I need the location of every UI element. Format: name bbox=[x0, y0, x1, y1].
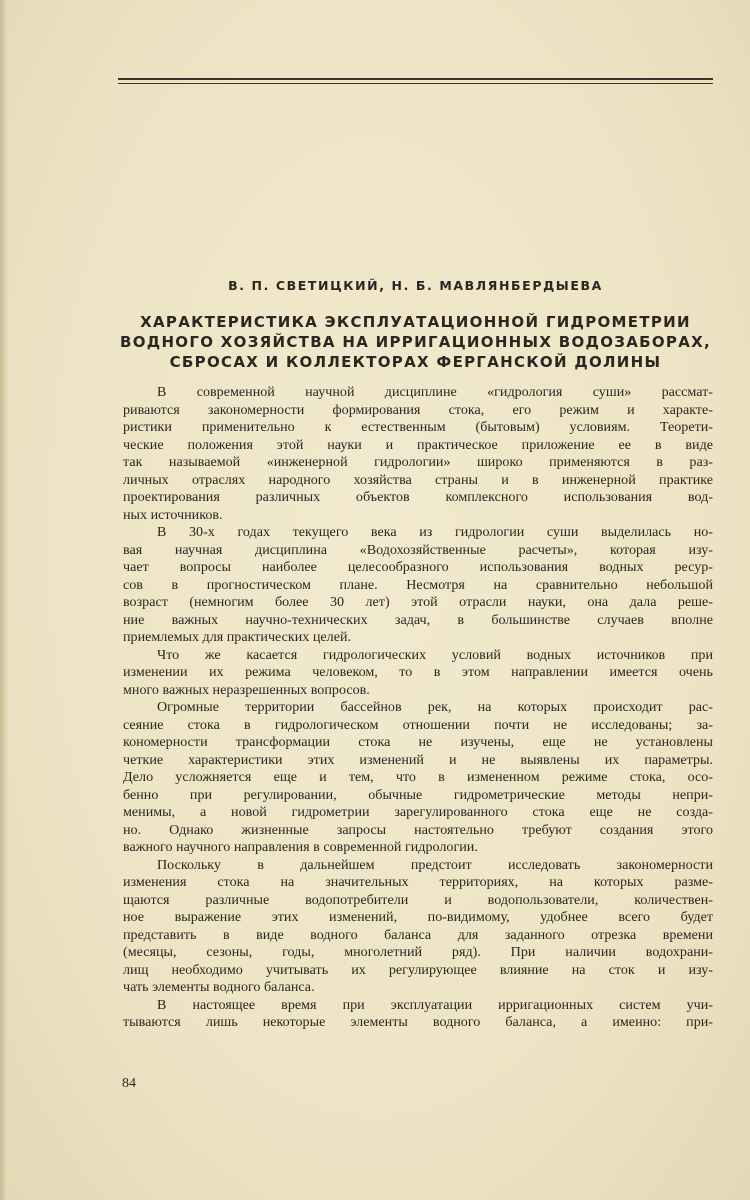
body-line: изменении их режима человеком, то в этом направлении имеется очень bbox=[123, 664, 713, 680]
page-edge-shadow bbox=[0, 0, 8, 1200]
body-line: изменения стока на значительных территориях, на которых разме- bbox=[123, 874, 713, 890]
body-line: так называемой «инженерной гидрологии» широко применяются в раз- bbox=[123, 454, 713, 470]
body-line: ние важных научно-технических задач, в большинстве случаев вполне bbox=[123, 611, 713, 628]
body-line: ных источников. bbox=[123, 506, 223, 523]
body-line: кономерности трансформации стока не изучены, еще не установлены bbox=[123, 734, 713, 750]
title-line: ХАРАКТЕРИСТИКА ЭКСПЛУАТАЦИОННОЙ ГИДРОМЕТРИИ bbox=[140, 313, 691, 331]
body-line: В настоящее время при эксплуатации ирригационных систем учи- bbox=[157, 996, 713, 1013]
body-line: Дело усложняется еще и тем, что в измененном режиме стока, осо- bbox=[123, 769, 713, 785]
article-title bbox=[118, 312, 713, 372]
body-line: тываются лишь некоторые элементы водного баланса, а именно: при- bbox=[123, 1014, 713, 1030]
body-line: В современной научной дисциплине «гидрология суши» рассмат- bbox=[157, 384, 713, 400]
body-line: Поскольку в дальнейшем предстоит исследовать закономерности bbox=[157, 856, 713, 873]
body-line: чает вопросы наиболее целесообразного использования водных ресур- bbox=[123, 559, 713, 575]
header-rule-thick bbox=[118, 78, 713, 80]
body-line: Огромные территории бассейнов рек, на которых происходит рас- bbox=[157, 699, 713, 715]
body-line: ное выражение этих изменений, по-видимому, удобнее всего будет bbox=[123, 909, 713, 925]
body-line: Что же касается гидрологических условий водных источников при bbox=[157, 646, 713, 663]
article-authors: В. П. СВЕТИЦКИЙ, Н. Б. МАВЛЯНБЕРДЫЕВА bbox=[228, 278, 603, 293]
body-line: приемлемых для практических целей. bbox=[123, 629, 352, 645]
body-line: вая научная дисциплина «Водохозяйственные расчеты», которая изу- bbox=[123, 541, 713, 558]
body-line: чать элементы водного баланса. bbox=[123, 979, 315, 995]
body-line: (месяцы, сезоны, годы, многолетний ряд). При наличии водохрани- bbox=[123, 944, 713, 960]
title-line: СБРОСАХ И КОЛЛЕКТОРАХ ФЕРГАНСКОЙ ДОЛИНЫ bbox=[169, 353, 662, 371]
body-line: щаются различные водопотребители и водопользователи, количествен- bbox=[123, 891, 713, 908]
body-line: риваются закономерности формирования стока, его режим и характе- bbox=[123, 401, 713, 418]
body-line: сеяние стока в гидрологическом отношении почти не исследованы; за- bbox=[123, 716, 713, 733]
body-line: возраст (немногим более 30 лет) этой отрасли науки, она дала реше- bbox=[123, 594, 713, 610]
body-line: много важных неразрешенных вопросов. bbox=[123, 681, 370, 698]
body-line: но. Однако жизненные запросы настоятельно требуют создания этого bbox=[123, 821, 713, 838]
title-line: ВОДНОГО ХОЗЯЙСТВА НА ИРРИГАЦИОННЫХ ВОДОЗАБОРАХ, bbox=[120, 333, 711, 351]
body-line: менимы, а новой гидрометрии зарегулированного стока еще не созда- bbox=[123, 804, 713, 820]
body-line: сов в прогностическом плане. Несмотря на сравнительно небольшой bbox=[123, 576, 713, 593]
body-line: бенно при регулировании, обычные гидрометрические методы непри- bbox=[123, 786, 713, 803]
header-rule-thin bbox=[118, 83, 713, 84]
body-line: ческие положения этой науки и практическое приложение ее в виде bbox=[123, 436, 713, 453]
article-body bbox=[123, 384, 713, 1032]
body-line: проектирования различных объектов комплексного использования вод- bbox=[123, 489, 713, 505]
body-line: ристики применительно к естественным (бытовым) условиям. Теорети- bbox=[123, 419, 713, 435]
body-line: четкие характеристики этих изменений и не выявлены их параметры. bbox=[123, 751, 713, 768]
page-number: 84 bbox=[122, 1076, 136, 1091]
body-line: представить в виде водного баланса для заданного отрезка времени bbox=[123, 926, 713, 943]
body-line: В 30-х годах текущего века из гидрологии суши выделилась но- bbox=[157, 524, 713, 540]
body-line: лищ необходимо учитывать их регулирующее влияние на сток и изу- bbox=[123, 961, 713, 978]
body-line: личных отраслях народного хозяйства страны и в инженерной практике bbox=[123, 471, 713, 488]
body-line: важного научного направления в современной гидрологии. bbox=[123, 839, 478, 855]
